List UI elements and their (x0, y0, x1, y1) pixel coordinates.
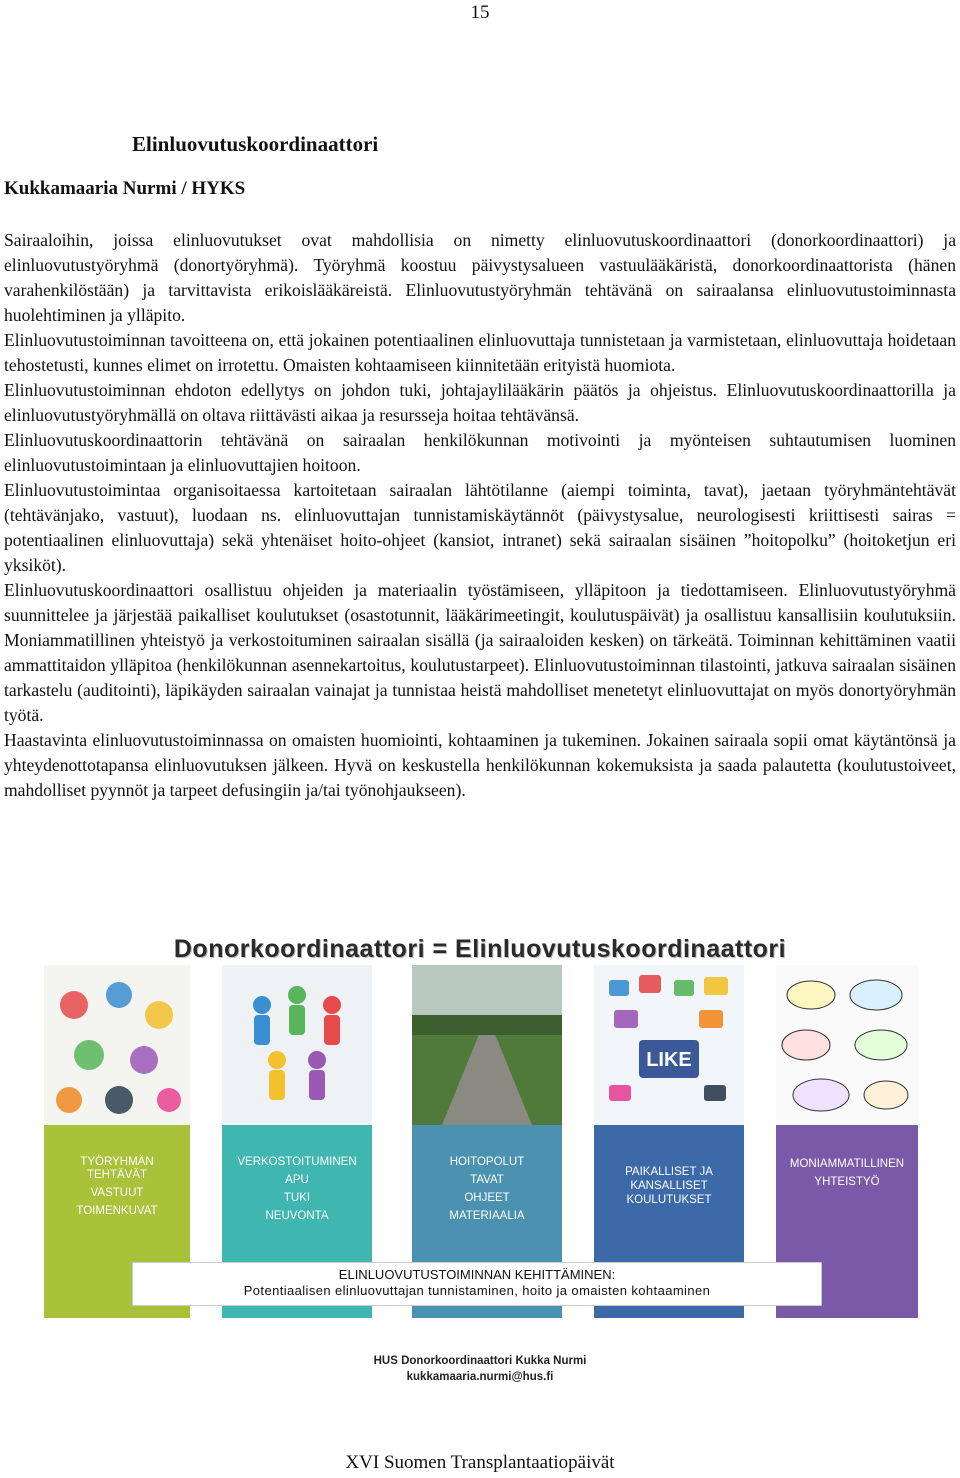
document-title: Elinluovutuskoordinaattori (132, 132, 379, 156)
figure-credit (40, 1353, 920, 1385)
people-figures-image (222, 965, 372, 1125)
column-label: TYÖRYHMÄN TEHTÄVÄT VASTUUT TOIMENKUVAT (76, 1156, 158, 1217)
path-image (412, 965, 562, 1125)
paragraph: Sairaaloihin, joissa elinluovutukset ovat mahdollisia on nimetty elinluovutuskoordinaattori (donorkoordinaattori) ja elinluovutustyöryhmä (donortyöryhmä). Työryhmä koostuu päivystysalueen vastuulääkäristä, donorkoordinaattorista (hänen varahenkilöstään) ja tarvittavista erikoislääkäreistä. Elinluovutustyöryhmän tehtävänä on sairaalansa elinluovutustoiminnasta huolehtiminen ja ylläpito. (4, 230, 956, 325)
paragraph: Elinluovutustoimintaa organisoitaessa kartoitetaan sairaalan lähtötilanne (aiempi toiminta, tavat), jaetaan työryhmäntehtävät (tehtävänjako, vastuut), luodaan ns. elinluovuttajan tunnistamiskäytännöt (päivystysalue, neurologisesti kriittisesti sairas = potentiaalinen elinluovuttaja) sekä yhtenäiset hoito-ohjeet (kansiot, intranet) sekä sairaalan sisäinen ”hoitopolku” (hoitoketjun eri yksiköt). (4, 480, 956, 575)
like-text: LIKE (646, 1049, 692, 1071)
infographic-figure (40, 925, 920, 1405)
credit-name: HUS Donorkoordinaattori Kukka Nurmi (373, 1355, 587, 1367)
paragraph: Elinluovutustoiminnan tavoitteena on, että jokainen potentiaalinen elinluovuttaja tunnistetaan ja varmistetaan, elinluovuttaja hoidetaan tehostetusti, kunnes elimet on irrotettu. Omaisten kohtaamiseen kiinnitetään erityistä huomiota. (4, 330, 956, 375)
comic-image (776, 965, 918, 1125)
column-label: MONIAMMATILLINEN YHTEISTYÖ (789, 1158, 905, 1188)
banner-heading: ELINLUOVUTUSTOIMINNAN KEHITTÄMINEN: (338, 1267, 616, 1282)
page-footer: XVI Suomen Transplantaatiopäivät (345, 1452, 615, 1473)
banner-text: Potentiaalisen elinluovuttajan tunnistaminen, hoito ja omaisten kohtaaminen (243, 1283, 711, 1298)
credit-email: kukkamaaria.nurmi@hus.fi (406, 1371, 554, 1383)
like-image (594, 965, 744, 1125)
column-label: HOITOPOLUT TAVAT OHJEET MATERIAALIA (449, 1156, 525, 1222)
figure-title: Donorkoordinaattori = Elinluovutuskoordinaattori (173, 935, 787, 963)
page-number: 15 (470, 2, 490, 23)
paragraph: Elinluovutuskoordinaattori osallistuu ohjeiden ja materiaalin työstämiseen, ylläpitoon ja tiedottamiseen. Elinluovutustyöryhmä suunnittelee ja järjestää paikalliset koulutukset (osastotunnit, lääkärimeetingit, koulutuspäivät) ja osallistuu kansallisiin koulutuksiin. Moniammatillinen yhteistyö ja verkostoituminen sairaalan sisällä (ja sairaaloiden kesken) on tärkeätä. Toiminnan kehittäminen vaatii ammattitaidon ylläpitoa (henkilökunnan asennekartoitus, koulutustarpeet). Elinluovutustoiminnan tilastointi, jatkuva sairaalan sisäinen tarkastelu (auditointi), läpikäyden sairaalan vainajat ja tunnistaa heistä mahdolliset menetetyt elinluovuttajat on myös donortyöryhmän työtä. (4, 580, 956, 725)
body-text (4, 228, 956, 803)
paragraph: Haastavinta elinluovutustoiminnassa on omaisten huomiointi, kohtaaminen ja tukeminen. Jokainen sairaala sopii omat käytäntönsä ja yhteydenottotapansa elinluovutuksen jälkeen. Hyvä on keskustella henkilökunnan kokemuksista ja saada palautetta (koulutustoiveet, mahdolliset pyynnöt ja tarpeet defusingiin ja/tai työnohjaukseen). (4, 730, 956, 800)
development-banner (132, 1262, 822, 1306)
paragraph: Elinluovutustoiminnan ehdoton edellytys on johdon tuki, johtajaylilääkärin päätös ja ohjeistus. Elinluovutuskoordinaattorilla ja elinluovutustyöryhmällä on oltava riittävästi aikaa ja resursseja hoitaa tehtävänsä. (4, 380, 956, 425)
column-label: PAIKALLISET JA KANSALLISET KOULUTUKSET (625, 1166, 713, 1206)
document-author: Kukkamaaria Nurmi / HYKS (4, 178, 246, 199)
column-label: VERKOSTOITUMINEN APU TUKI NEUVONTA (237, 1156, 357, 1222)
paragraph: Elinluovutuskoordinaattorin tehtävänä on sairaalan henkilökunnan motivointi ja myönteisen suhtautumisen luominen elinluovutustoimintaan ja elinluovuttajien hoitoon. (4, 430, 956, 475)
handprints-image (44, 965, 190, 1125)
